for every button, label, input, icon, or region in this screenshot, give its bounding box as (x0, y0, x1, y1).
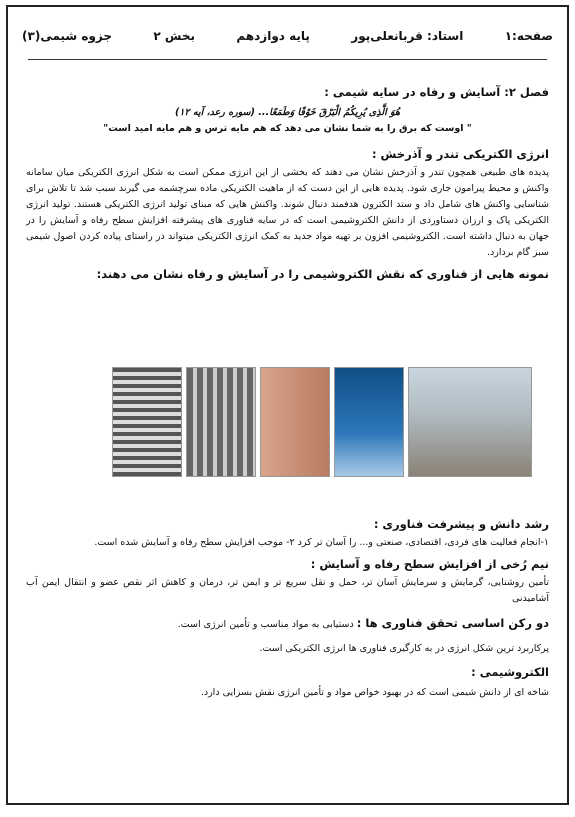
verse-translation: " اوست که برق را به شما نشان می دهد که هم مایه ترس و هم مایه امید است" (103, 123, 472, 134)
section3-title: نیم رُخی از افزایش سطح رفاه و آسایش : (310, 557, 549, 571)
section4-note: پرکاربرد ترین شکل انرژی در به کارگیری فناوری ها انرژی الکتریکی است. (259, 643, 549, 654)
section5-title: الکتروشیمی : (471, 665, 549, 679)
lower-content (26, 517, 549, 701)
section1-title: انرژی الکتریکی تندر و آذرخش : (371, 147, 549, 161)
section1-body: پدیده های طبیعی همچون تندر و آذرخش نشان می دهند که بخشی از این انرژی ممکن است به شکل انرژی الکتریکی میان سامانه واکنش و محیط پیرامون جاری شود. پدیده هایی از این دست که از ماهیت الکتریکی ماده سرچشمه می گیرند سبب شد تا تلاش برای شناسایی واکنش های شامل داد و ستد الکترون هدفمند دنبال شوند. واکنش هایی که مبنای تولید انرژی الکتریکی هستند. تولید انرژی الکتریکی پاک و ارزان دستاوردی از دانش الکتروشیمی است که در سایه فناوری های پیشرفته افزایش سطح رفاه و آسایش را در جهان به دنبال داشته است. الکتروشیمی افزون بر تهیه مواد جدید به کمک انرژی الکتریکی میتواند در راستای پیاده کردن اصول شیمی سبز گام بردارد. (26, 167, 549, 258)
grade-label: پایه دوازدهم (236, 29, 310, 43)
teacher-name: استاد: قربانعلی‌پور (351, 29, 464, 43)
server-photo (112, 367, 182, 477)
ear-photo (260, 367, 330, 477)
train-photo (408, 367, 532, 477)
page-header (22, 25, 553, 47)
document-page (6, 5, 569, 805)
technology-photos (112, 367, 532, 477)
section2-title: رشد دانش و پیشرفت فناوری : (373, 517, 549, 531)
chapter-title: فصل ۲: آسایش و رفاه در سایه شیمی : (324, 85, 549, 99)
page-number: صفحه:۱ (504, 29, 553, 43)
section4-line (26, 615, 549, 633)
section4-title: دو رکن اساسی تحقق فناوری ها : (356, 616, 549, 630)
header-divider (28, 59, 547, 60)
section4-body: دستیابی به مواد مناسب و تأمین انرژی است. (177, 619, 354, 630)
section3-body: تأمین روشنایی، گرمایش و سرمایش آسان تر، حمل و نقل سریع تر و ایمن تر، درمان و کاهش اثر نقص عضو و انتقال ایمن آب آشامیدنی (26, 577, 549, 604)
examples-title: نمونه هایی از فناوری که نقش الکتروشیمی را در آسایش و رفاه نشان می دهند: (96, 267, 549, 281)
hearing-aid-photo (334, 367, 404, 477)
page-content (26, 67, 549, 281)
section5-body: شاخه ای از دانش شیمی است که در بهبود خواص مواد و تأمین انرژی نقش بسزایی دارد. (200, 687, 549, 698)
book-title: جزوه شیمی(۳) (22, 29, 113, 43)
section2-body: ۱-انجام فعالیت های فردی، اقتصادی، صنعتی و... را آسان تر کرد ۲- موجب افزایش سطح رفاه و آسایش شده است. (94, 537, 549, 548)
quran-verse: هُوَ الَّذِی یُرِیکُمُ الْبَرْقَ خَوْفًا وَطَمَعًا... (سوره رعد، آیه ۱۲) (175, 107, 400, 118)
section-number: بخش ۲ (153, 29, 196, 43)
server-rack-photo (186, 367, 256, 477)
